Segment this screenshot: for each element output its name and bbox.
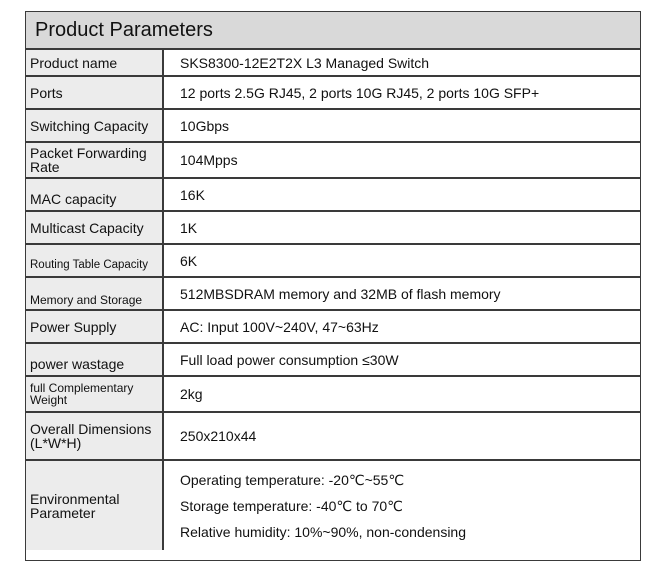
row-value: 512MBSDRAM memory and 32MB of flash memory <box>163 277 640 310</box>
table-row <box>26 343 640 376</box>
row-value: 104Mpps <box>163 142 640 178</box>
row-value: 10Gbps <box>163 109 640 142</box>
row-label: Multicast Capacity <box>26 211 163 244</box>
row-label: Environmental Parameter <box>26 460 163 550</box>
table-row <box>26 277 640 310</box>
row-value: SKS8300-12E2T2X L3 Managed Switch <box>163 50 640 76</box>
table-title: Product Parameters <box>26 12 640 50</box>
row-value: AC: Input 100V~240V, 47~63Hz <box>163 310 640 343</box>
table-row <box>26 460 640 550</box>
row-label: Memory and Storage <box>30 292 143 307</box>
table-row <box>26 376 640 412</box>
row-value: 12 ports 2.5G RJ45, 2 ports 10G RJ45, 2 ports 10G SFP+ <box>163 76 640 109</box>
row-label: power wastage <box>30 355 125 372</box>
row-value: 250x210x44 <box>163 412 640 460</box>
table-row <box>26 244 640 277</box>
row-value: Full load power consumption ≤30W <box>163 343 640 376</box>
parameters-grid <box>26 50 640 550</box>
row-label: Switching Capacity <box>26 109 163 142</box>
env-line-operating: Operating temperature: -20℃~55℃ <box>180 471 405 488</box>
row-label: Packet Forwarding Rate <box>26 142 163 178</box>
table-row <box>26 310 640 343</box>
table-row <box>26 412 640 460</box>
row-label: Routing Table Capacity <box>30 258 149 271</box>
table-row <box>26 50 640 76</box>
row-label: Power Supply <box>26 310 163 343</box>
row-value-list <box>163 460 640 550</box>
row-label: Ports <box>26 76 163 109</box>
table-row <box>26 109 640 142</box>
env-line-humidity: Relative humidity: 10%~90%, non-condensing <box>180 523 467 540</box>
table-row <box>26 76 640 109</box>
table-row <box>26 178 640 211</box>
table-row <box>26 142 640 178</box>
row-value: 6K <box>163 244 640 277</box>
row-label: Overall Dimensions (L*W*H) <box>26 412 163 460</box>
row-label: Product name <box>26 50 163 76</box>
product-parameters-table <box>25 11 641 561</box>
row-value: 1K <box>163 211 640 244</box>
row-value: 2kg <box>163 376 640 412</box>
row-label: full Complementary Weight <box>26 376 163 412</box>
row-value: 16K <box>163 178 640 211</box>
row-label: MAC capacity <box>30 190 117 207</box>
table-row <box>26 211 640 244</box>
env-line-storage: Storage temperature: -40℃ to 70℃ <box>180 497 403 514</box>
